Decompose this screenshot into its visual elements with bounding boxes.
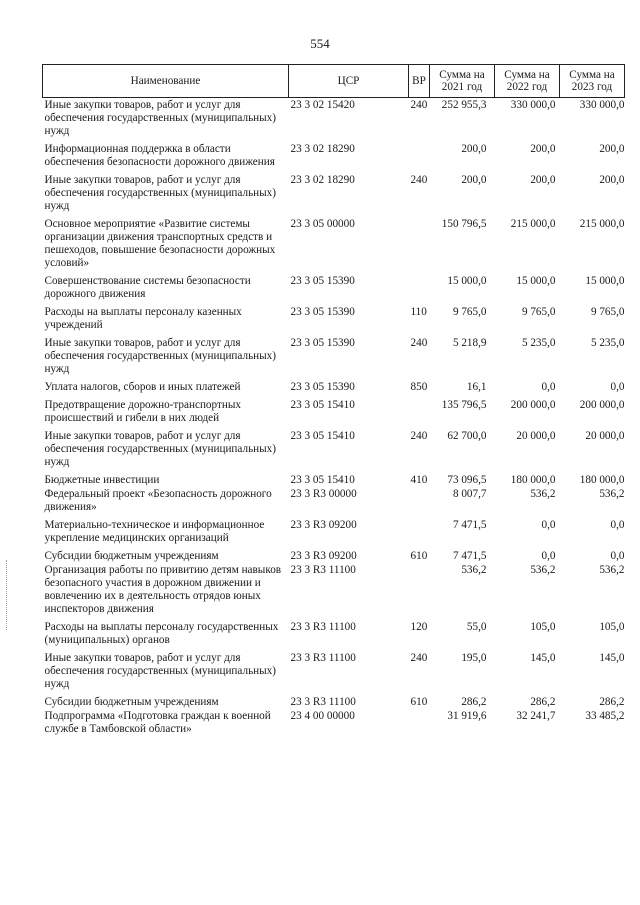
row-sum-2021: 15 000,0 xyxy=(447,275,487,287)
row-vr: 410 xyxy=(410,474,428,486)
table-row xyxy=(43,169,625,213)
row-sum-2023: 9 765,0 xyxy=(590,306,625,318)
row-csr: 23 4 00 00000 xyxy=(290,710,355,722)
row-name: Иные закупки товаров, работ и услуг для обеспечения государственных (муниципальных) нужд xyxy=(44,430,276,468)
row-sum-2023: 0,0 xyxy=(610,519,625,531)
row-vr: 240 xyxy=(410,652,428,664)
row-csr: 23 3 05 15390 xyxy=(290,306,355,318)
row-name: Расходы на выплаты персоналу государственных (муниципальных) органов xyxy=(44,621,279,646)
table-row xyxy=(43,138,625,169)
row-sum-2022: 200,0 xyxy=(530,143,556,155)
row-sum-2022: 180 000,0 xyxy=(510,474,556,486)
row-sum-2022: 0,0 xyxy=(541,381,556,393)
row-sum-2021: 195,0 xyxy=(461,652,487,664)
table-row xyxy=(43,487,625,514)
row-name: Иные закупки товаров, работ и услуг для обеспечения государственных (муниципальных) нужд xyxy=(44,99,276,137)
row-sum-2022: 200 000,0 xyxy=(510,399,556,411)
row-sum-2023: 180 000,0 xyxy=(579,474,625,486)
row-name: Федеральный проект «Безопасность дорожного движения» xyxy=(44,488,272,513)
table-row xyxy=(43,514,625,545)
row-sum-2021: 31 919,6 xyxy=(447,710,487,722)
row-name: Иные закупки товаров, работ и услуг для обеспечения государственных (муниципальных) нужд xyxy=(44,337,276,375)
table-row xyxy=(43,425,625,469)
row-sum-2021: 16,1 xyxy=(466,381,487,393)
row-sum-2023: 286,2 xyxy=(599,696,625,708)
row-sum-2021: 73 096,5 xyxy=(447,474,487,486)
row-csr: 23 3 02 18290 xyxy=(290,174,355,186)
row-csr: 23 3 05 00000 xyxy=(290,218,355,230)
row-sum-2023: 20 000,0 xyxy=(585,430,625,442)
row-sum-2021: 150 796,5 xyxy=(441,218,487,230)
row-vr xyxy=(409,563,430,616)
row-sum-2021: 200,0 xyxy=(461,143,487,155)
budget-table xyxy=(42,64,625,736)
table-row xyxy=(43,563,625,616)
column-header-vr: ВР xyxy=(409,65,430,98)
row-sum-2022: 20 000,0 xyxy=(516,430,556,442)
table-row xyxy=(43,469,625,487)
row-vr: 110 xyxy=(410,306,427,318)
row-name: Организация работы по привитию детям навыков безопасного участия в дорожном движении и вовлечению их в деятельность отрядов юных инспекторов движения xyxy=(44,564,282,615)
column-header-sum-2022: Сумма на 2022 год xyxy=(495,65,560,98)
row-vr: 240 xyxy=(410,430,428,442)
row-csr: 23 3 02 15420 xyxy=(290,99,355,111)
row-vr xyxy=(409,709,430,736)
row-vr xyxy=(409,394,430,425)
row-sum-2021: 286,2 xyxy=(461,696,487,708)
table-row xyxy=(43,376,625,394)
row-sum-2021: 7 471,5 xyxy=(452,550,487,562)
row-csr: 23 3 R3 11100 xyxy=(290,564,356,576)
row-name: Бюджетные инвестиции xyxy=(44,474,160,486)
row-sum-2023: 145,0 xyxy=(599,652,625,664)
row-name: Расходы на выплаты персоналу казенных учреждений xyxy=(44,306,242,331)
row-sum-2022: 536,2 xyxy=(530,564,556,576)
row-csr: 23 3 05 15410 xyxy=(290,399,355,411)
row-sum-2023: 200,0 xyxy=(599,174,625,186)
row-name: Информационная поддержка в области обеспечения безопасности дорожного движения xyxy=(44,143,275,168)
row-vr: 610 xyxy=(410,550,428,562)
table-row xyxy=(43,270,625,301)
row-sum-2023: 536,2 xyxy=(599,564,625,576)
row-name: Иные закупки товаров, работ и услуг для обеспечения государственных (муниципальных) нужд xyxy=(44,174,276,212)
row-vr: 610 xyxy=(410,696,428,708)
row-sum-2023: 105,0 xyxy=(599,621,625,633)
row-csr: 23 3 R3 09200 xyxy=(290,550,357,562)
row-sum-2022: 200,0 xyxy=(530,174,556,186)
row-sum-2023: 0,0 xyxy=(610,381,625,393)
row-vr xyxy=(409,213,430,270)
row-name: Предотвращение дорожно-транспортных происшествий и гибели в них людей xyxy=(44,399,241,424)
column-header-sum-2021: Сумма на 2021 год xyxy=(430,65,495,98)
table-row xyxy=(43,691,625,709)
row-name: Иные закупки товаров, работ и услуг для обеспечения государственных (муниципальных) нужд xyxy=(44,652,276,690)
row-sum-2021: 7 471,5 xyxy=(452,519,487,531)
table-row xyxy=(43,647,625,691)
row-name: Субсидии бюджетным учреждениям xyxy=(44,696,219,708)
row-sum-2023: 200,0 xyxy=(599,143,625,155)
row-name: Основное мероприятие «Развитие системы организации движения транспортных средств и пешеходов, повышение безопасности дорожных условий» xyxy=(44,218,276,269)
row-vr: 240 xyxy=(410,337,428,349)
table-row xyxy=(43,332,625,376)
row-csr: 23 3 05 15390 xyxy=(290,275,355,287)
row-sum-2023: 200 000,0 xyxy=(579,399,625,411)
row-sum-2021: 252 955,3 xyxy=(441,99,487,111)
row-csr: 23 3 R3 09200 xyxy=(290,519,357,531)
row-sum-2021: 8 007,7 xyxy=(452,488,487,500)
row-sum-2023: 0,0 xyxy=(610,550,625,562)
row-sum-2022: 32 241,7 xyxy=(516,710,556,722)
row-sum-2022: 286,2 xyxy=(530,696,556,708)
row-vr: 120 xyxy=(410,621,428,633)
row-sum-2021: 200,0 xyxy=(461,174,487,186)
row-csr: 23 3 R3 00000 xyxy=(290,488,357,500)
row-sum-2021: 9 765,0 xyxy=(452,306,487,318)
row-csr: 23 3 05 15410 xyxy=(290,474,355,486)
row-sum-2023: 33 485,2 xyxy=(585,710,625,722)
row-sum-2022: 145,0 xyxy=(530,652,556,664)
row-name: Субсидии бюджетным учреждениям xyxy=(44,550,219,562)
row-csr: 23 3 05 15390 xyxy=(290,381,355,393)
table-row xyxy=(43,394,625,425)
table-row xyxy=(43,545,625,563)
row-sum-2022: 536,2 xyxy=(530,488,556,500)
table-row xyxy=(43,709,625,736)
row-sum-2023: 5 235,0 xyxy=(590,337,625,349)
row-sum-2021: 62 700,0 xyxy=(447,430,487,442)
row-sum-2023: 330 000,0 xyxy=(579,99,625,111)
row-csr: 23 3 05 15410 xyxy=(290,430,355,442)
page-number: 554 xyxy=(310,36,330,51)
row-sum-2022: 15 000,0 xyxy=(516,275,556,287)
row-csr: 23 3 R3 11100 xyxy=(290,621,356,633)
table-row xyxy=(43,616,625,647)
row-sum-2022: 215 000,0 xyxy=(510,218,556,230)
scan-edge-mark xyxy=(6,560,9,630)
row-sum-2022: 105,0 xyxy=(530,621,556,633)
row-sum-2021: 55,0 xyxy=(466,621,487,633)
row-vr xyxy=(409,270,430,301)
row-vr xyxy=(409,487,430,514)
table-row xyxy=(43,213,625,270)
row-csr: 23 3 02 18290 xyxy=(290,143,355,155)
row-vr: 240 xyxy=(410,99,428,111)
row-sum-2022: 9 765,0 xyxy=(521,306,556,318)
column-header-name: Наименование xyxy=(43,65,289,98)
table-row xyxy=(43,98,625,139)
row-sum-2021: 536,2 xyxy=(461,564,487,576)
row-name: Уплата налогов, сборов и иных платежей xyxy=(44,381,241,393)
row-name: Материально-техническое и информационное укрепление медицинских организаций xyxy=(44,519,265,544)
row-vr xyxy=(409,514,430,545)
column-header-sum-2023: Сумма на 2023 год xyxy=(560,65,625,98)
row-vr: 850 xyxy=(410,381,428,393)
column-header-csr: ЦСР xyxy=(289,65,409,98)
row-name: Подпрограмма «Подготовка граждан к военной службе в Тамбовской области» xyxy=(44,710,271,735)
table-header-row xyxy=(43,65,625,98)
row-vr xyxy=(409,138,430,169)
row-sum-2023: 15 000,0 xyxy=(585,275,625,287)
row-csr: 23 3 05 15390 xyxy=(290,337,355,349)
row-csr: 23 3 R3 11100 xyxy=(290,696,356,708)
row-sum-2022: 0,0 xyxy=(541,519,556,531)
row-vr: 240 xyxy=(410,174,428,186)
row-sum-2022: 330 000,0 xyxy=(510,99,556,111)
row-sum-2021: 5 218,9 xyxy=(452,337,487,349)
row-sum-2023: 536,2 xyxy=(599,488,625,500)
table-row xyxy=(43,301,625,332)
row-sum-2023: 215 000,0 xyxy=(579,218,625,230)
row-name: Совершенствование системы безопасности дорожного движения xyxy=(44,275,251,300)
row-sum-2021: 135 796,5 xyxy=(441,399,487,411)
row-csr: 23 3 R3 11100 xyxy=(290,652,356,664)
row-sum-2022: 5 235,0 xyxy=(521,337,556,349)
row-sum-2022: 0,0 xyxy=(541,550,556,562)
